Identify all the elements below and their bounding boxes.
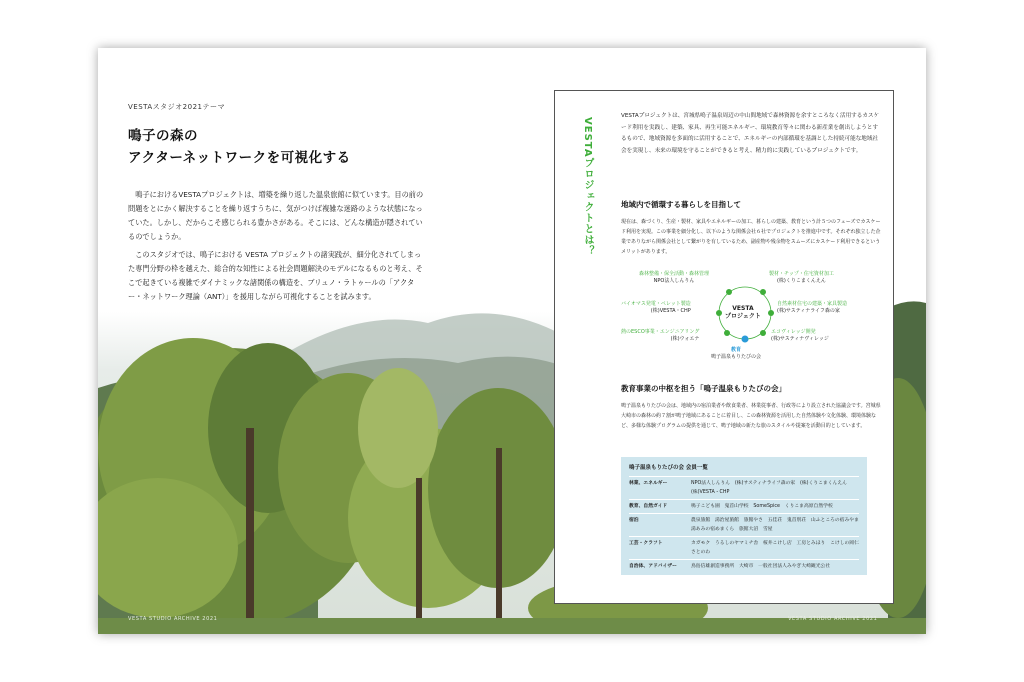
section1-text: 現在は、森づくり、生産・製材、家具やエネルギーの加工、暮らしの建築、教育という計５つのフェーズでカスケード利用を実現。この事業を細分化し、以下のような関係会社６社でプロジェクトを推進中です。それぞれ独立した企業でありながら関係会社として繋がりを有しているため、副産物や残余物をスムーズにカスケード利用できるというメリットがあります。 (621, 219, 881, 255)
member-list-title: 鳴子温泉もりたびの会 会員一覧 (629, 465, 708, 471)
intro-text (128, 188, 428, 308)
node-label-5: 教育 鳴子温泉もりたびの会 (711, 347, 762, 360)
node-label-2: 製材・チップ・住宅資材加工 (株)くりこまくんえん (769, 271, 834, 284)
member-items: NPO法人しんりん (株)サスティナライフ森の家 (株)くりこまくんえん (株)VESTA・CHP (691, 481, 852, 495)
member-category: 教育、自然ガイド (629, 504, 668, 509)
page-title-line1: 鳴子の森の (128, 128, 198, 144)
member-category: 工芸・クラフト (629, 541, 663, 546)
section2-heading: 教育事業の中枢を担う「鳴子温泉もりたびの会」 (621, 384, 786, 393)
node-dot-2 (760, 289, 766, 295)
member-items: 鳴子こども園 鬼首山学校 SomeSpice くりこま高原自然学校 (691, 504, 833, 509)
left-footer: VESTA STUDIO ARCHIVE 2021 (128, 616, 218, 622)
page-title-line2: アクターネットワークを可視化する (128, 150, 351, 166)
member-row (629, 499, 859, 513)
member-list-box (621, 457, 867, 575)
member-row (629, 559, 859, 573)
center-line1: VESTA (732, 305, 754, 312)
node-dot-3 (768, 310, 774, 316)
section1-heading: 地域内で循環する暮らしを目指して (621, 200, 741, 209)
member-row (629, 513, 864, 536)
member-category: 宿泊 (629, 518, 639, 523)
member-items: 鳥島信雄創造事務所 大崎市 一般社団法人みやぎ大崎観光公社 (691, 564, 831, 569)
intro-paragraph-2: このスタジオでは、鳴子における VESTA プロジェクトの諸実践が、細分化されてしまった専門分野の枠を越えた、総合的な知性による社会問題解決のモデルになるものと考え、そこで起きている複雑でダイナミックな諸関係の構造を、ブリュノ・ラトゥールの「アクター・ネットワーク理論（ANT）」を援用しながら可視化することを試みます。 (128, 250, 423, 301)
vertical-title: VESTAプロジェクトとは？ (582, 117, 593, 257)
node-dot-1 (726, 289, 732, 295)
member-row (629, 476, 859, 499)
vesta-network-diagram (621, 267, 871, 367)
node-label-6: 熱のESCO事業・エンジニアリング (株)ウォエナ (621, 329, 700, 342)
section2-text: 鳴子温泉もりたびの会は、地域内の宿泊業者や飲食業者、林業従事者、行政等により設立された協議会です。宮城県大崎市の森林の約７割が鳴子地域にあることに着目し、この森林資源を活用した自然体験や文化体験、環境体験など、多様な体験プログラムの提供を通じて、鳴子地域の新たな旅のスタイルや提案を活動目的としています。 (621, 403, 881, 429)
member-category: 林業、エネルギー (629, 481, 668, 486)
node-label-7: バイオマス発電・ペレット製造 (株)VESTA・CHP (621, 301, 691, 314)
node-label-4: エコヴィレッジ開発 (株)サスティナヴィレッジ (771, 329, 829, 342)
intro-paragraph-1: 鳴子におけるVESTAプロジェクトは、増築を繰り返した温泉旅館に似ています。目の前の問題をとにかく解決することを繰り返すうちに、気がつけば複雑な迷路のような状態になっていた。しかし、だからこそ感じられる豊かさがある。そこには、どんな構造が隠されているのでしょうか。 (128, 190, 424, 241)
member-items: カガモク うるしのヤマミチ舎 桜井こけし店 工房とみほり こけしの岡仁 さとのわ (691, 541, 864, 555)
member-row (629, 536, 864, 559)
theme-eyebrow: VESTAスタジオ2021テーマ (128, 103, 225, 111)
node-dot-5 (742, 336, 749, 343)
node-label-1: 森林整備・保全活動・森林管理 NPO法人しんりん (639, 271, 710, 284)
right-footer: VESTA STUDIO ARCHIVE 2021 (788, 616, 878, 622)
node-dot-4 (760, 330, 766, 336)
magazine-spread (98, 48, 926, 634)
node-dot-7 (716, 310, 722, 316)
node-dot-6 (724, 330, 730, 336)
vesta-intro: VESTAプロジェクトは、宮城県鳴子温泉周辺の中山間地域で森林資源を余すところなく活用するカスケード利用を実践し、建築、家具、再生可能エネルギー、環境教育等々に関わる新産業を創出しようとするもので、地域資源を多面的に活用することで、エネルギーの内部循環を基調とした持続可能な地域社会を実現し、未来の環境を守ることができると考え、精力的に実践しているプロジェクトです。 (621, 113, 880, 154)
node-label-3: 自然素材住宅の建築・家具製造 (株)サスティナライフ森の家 (777, 301, 848, 314)
member-items: 農泉旅館 湯治屋旅館 旅館やさ 五佳荘 鬼首別荘 山ふところの宿みやま 湯あみの宿めまくら 旅館大沼 雪屋 (691, 518, 864, 532)
vesta-info-panel (554, 90, 894, 604)
member-category: 自治体、アドバイザー (629, 564, 677, 569)
center-line2: プロジェクト (725, 313, 761, 320)
diagram-center (725, 305, 761, 321)
